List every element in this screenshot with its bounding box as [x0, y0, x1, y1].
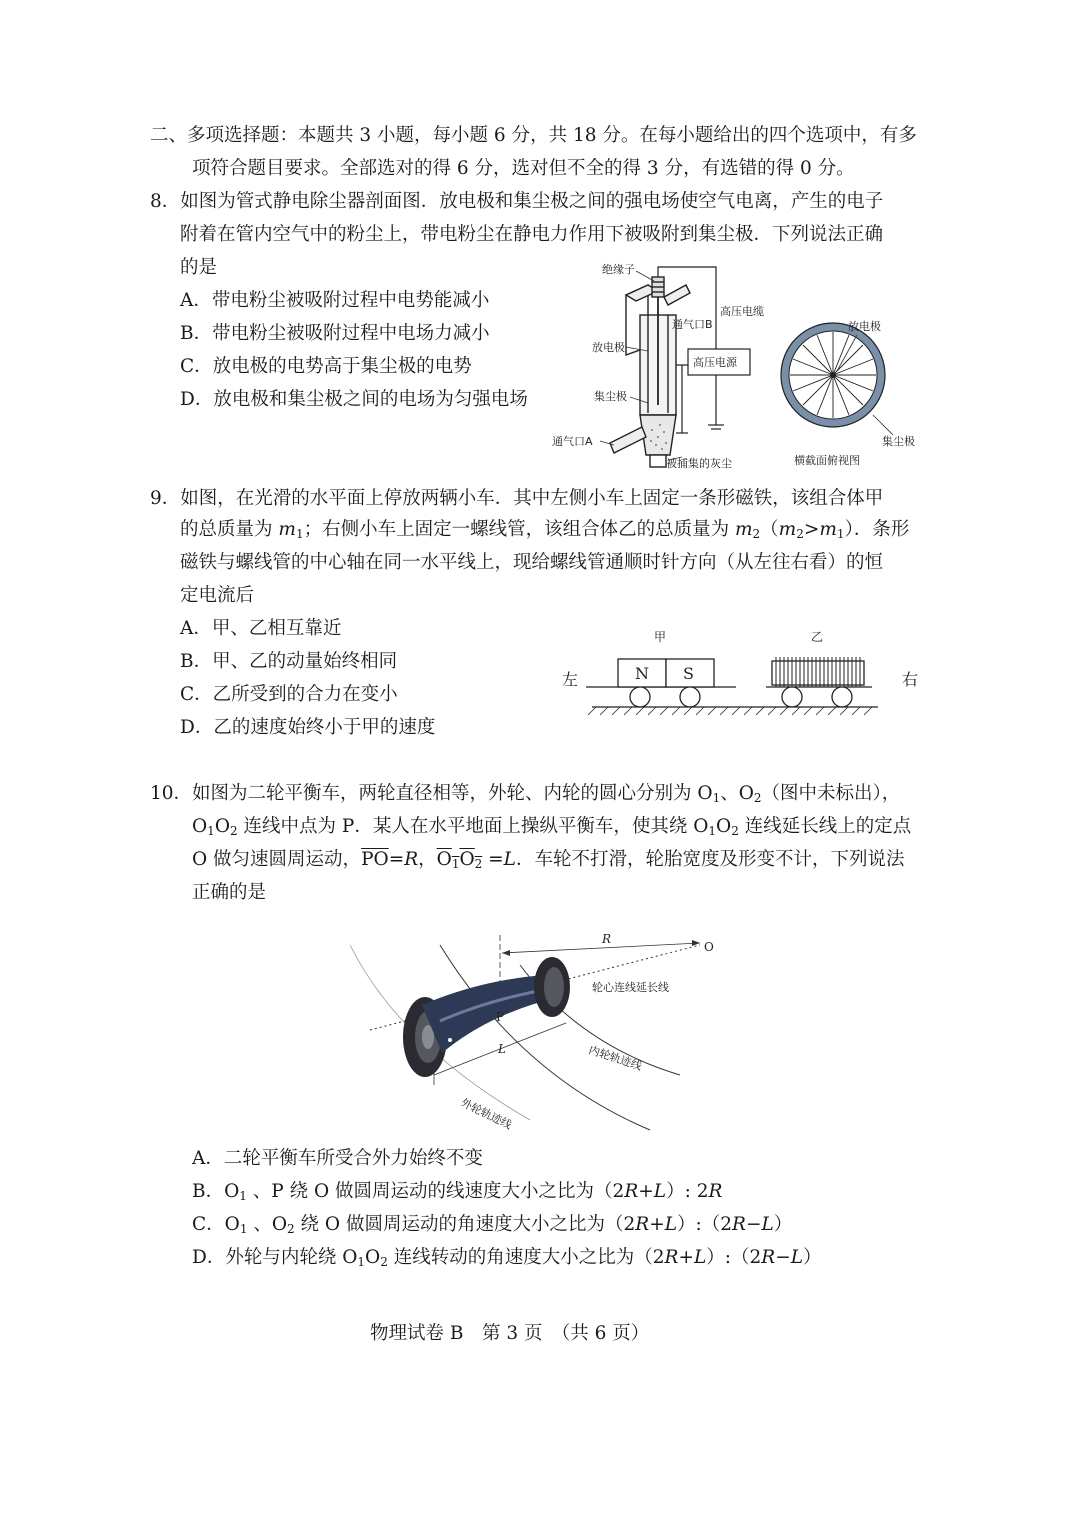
balance-scooter — [403, 957, 570, 1077]
q10-option-c: C．$O_1$ 、$O_2$ 绕 O 做圆周运动的角速度大小之比为（2R+L）:（2R−L） — [192, 1214, 793, 1236]
q9-option-b: B．甲、乙的动量始终相同 — [180, 651, 398, 672]
q9-carts-figure — [556, 625, 926, 720]
q8-option-b: B．带电粉尘被吸附过程中电场力减小 — [180, 323, 490, 344]
q8-option-d: D．放电极和集尘极之间的电场为匀强电场 — [180, 389, 528, 410]
section-header-line1: 二、多项选择题：本题共 3 小题，每小题 6 分，共 18 分。在每小题给出的四个选项中，有多 — [150, 125, 917, 146]
q10-stem-line3: O 做匀速圆周运动，$\overline{PO}=R$，$O_1O_2 =L$．车轮不打滑，轮胎宽度及形变不计，下列说法 — [192, 849, 905, 871]
label-outer-track: 外轮轨迹线 — [458, 1096, 514, 1132]
page-footer: 物理试卷 B 第 3 页 （共 6 页） — [370, 1323, 650, 1344]
cart-jia — [586, 659, 736, 707]
q10-option-b: B．$O_1$ 、P 绕 O 做圆周运动的线速度大小之比为（2R+L）: 2R — [192, 1181, 723, 1203]
label-P: P — [496, 1010, 505, 1024]
q9-stem-line4: 定电流后 — [180, 585, 255, 606]
q9-stem-line2: 的总质量为 $m_1$；右侧小车上固定一螺线管，该组合体乙的总质量为 $m_2(m_2>m_1)$．条形 — [180, 519, 910, 541]
q9-option-d: D．乙的速度始终小于甲的速度 — [180, 717, 436, 738]
label-discharge-electrode: 放电极 — [592, 341, 625, 354]
q8-stem-line2: 附着在管内空气中的粉尘上，带电粉尘在静电力作用下被吸附到集尘极．下列说法正确 — [180, 224, 884, 245]
q8-stem-line1: 8．如图为管式静电除尘器剖面图．放电极和集尘极之间的强电场使空气电离，产生的电子 — [150, 191, 884, 212]
label-L: L — [498, 1042, 506, 1056]
label-power-supply: 高压电源 — [693, 356, 737, 369]
label-insulator: 绝缘子 — [602, 263, 635, 276]
label-hv-cable: 高压电缆 — [720, 305, 764, 318]
label-vent-a: 通气口A — [552, 435, 593, 448]
q10-scooter-figure — [330, 925, 730, 1150]
label-n-pole: N — [635, 664, 649, 683]
q8-option-a: A．带电粉尘被吸附过程中电势能减小 — [180, 290, 490, 311]
ground — [588, 707, 878, 715]
q8-precipitator-figure — [548, 255, 928, 475]
label-yi: 乙 — [811, 630, 824, 644]
q10-stem-line1: 10．如图为二轮平衡车，两轮直径相等，外轮、内轮的圆心分别为 $O_1$、$O_2$（图中未标出）， — [150, 783, 901, 805]
q10-stem-line4: 正确的是 — [192, 882, 267, 903]
q9-option-c: C．乙所受到的合力在变小 — [180, 684, 398, 705]
q8-stem-line3: 的是 — [180, 257, 218, 278]
q9-stem-line3: 磁铁与螺线管的中心轴在同一水平线上，现给螺线管通顺时针方向（从左往右看）的恒 — [180, 552, 884, 573]
label-s-pole: S — [683, 664, 694, 683]
q9-option-a: A．甲、乙相互靠近 — [180, 618, 342, 639]
q9-stem-line1: 9．如图，在光滑的水平面上停放两辆小车．其中左侧小车上固定一条形磁铁，该组合体甲 — [150, 488, 884, 509]
label-vent-b: 通气口B — [672, 318, 713, 331]
q10-option-a: A．二轮平衡车所受合外力始终不变 — [192, 1148, 483, 1169]
q10-stem-line2: $O_1O_2$ 连线中点为 P．某人在水平地面上操纵平衡车，使其绕 $O_1O_2$ 连线延长线上的定点 — [192, 816, 912, 838]
cross-section-view — [781, 323, 893, 435]
label-collector: 集尘极 — [594, 390, 627, 403]
label-captured-dust: 被捕集的灰尘 — [666, 457, 732, 470]
section-header-line2: 项符合题目要求。全部选对的得 6 分，选对但不全的得 3 分，有选错的得 0 分。 — [192, 158, 855, 179]
label-cross-collector: 集尘极 — [882, 435, 915, 448]
label-R: R — [602, 932, 612, 946]
label-cross-caption: 横截面俯视图 — [794, 454, 860, 467]
label-right: 右 — [902, 670, 919, 689]
q10-option-d: D．外轮与内轮绕 $O_1O_2$ 连线转动的角速度大小之比为（2R+L）:（2R−L） — [192, 1247, 822, 1269]
label-extension: 轮心连线延长线 — [592, 981, 669, 994]
label-O: O — [704, 940, 714, 954]
label-left: 左 — [562, 670, 579, 689]
q8-option-c: C．放电极的电势高于集尘极的电势 — [180, 356, 472, 377]
label-jia: 甲 — [654, 630, 667, 644]
precipitator-tube — [610, 277, 690, 467]
label-cross-discharge: 放电极 — [848, 320, 881, 333]
label-inner-track: 内轮轨迹线 — [587, 1043, 644, 1073]
